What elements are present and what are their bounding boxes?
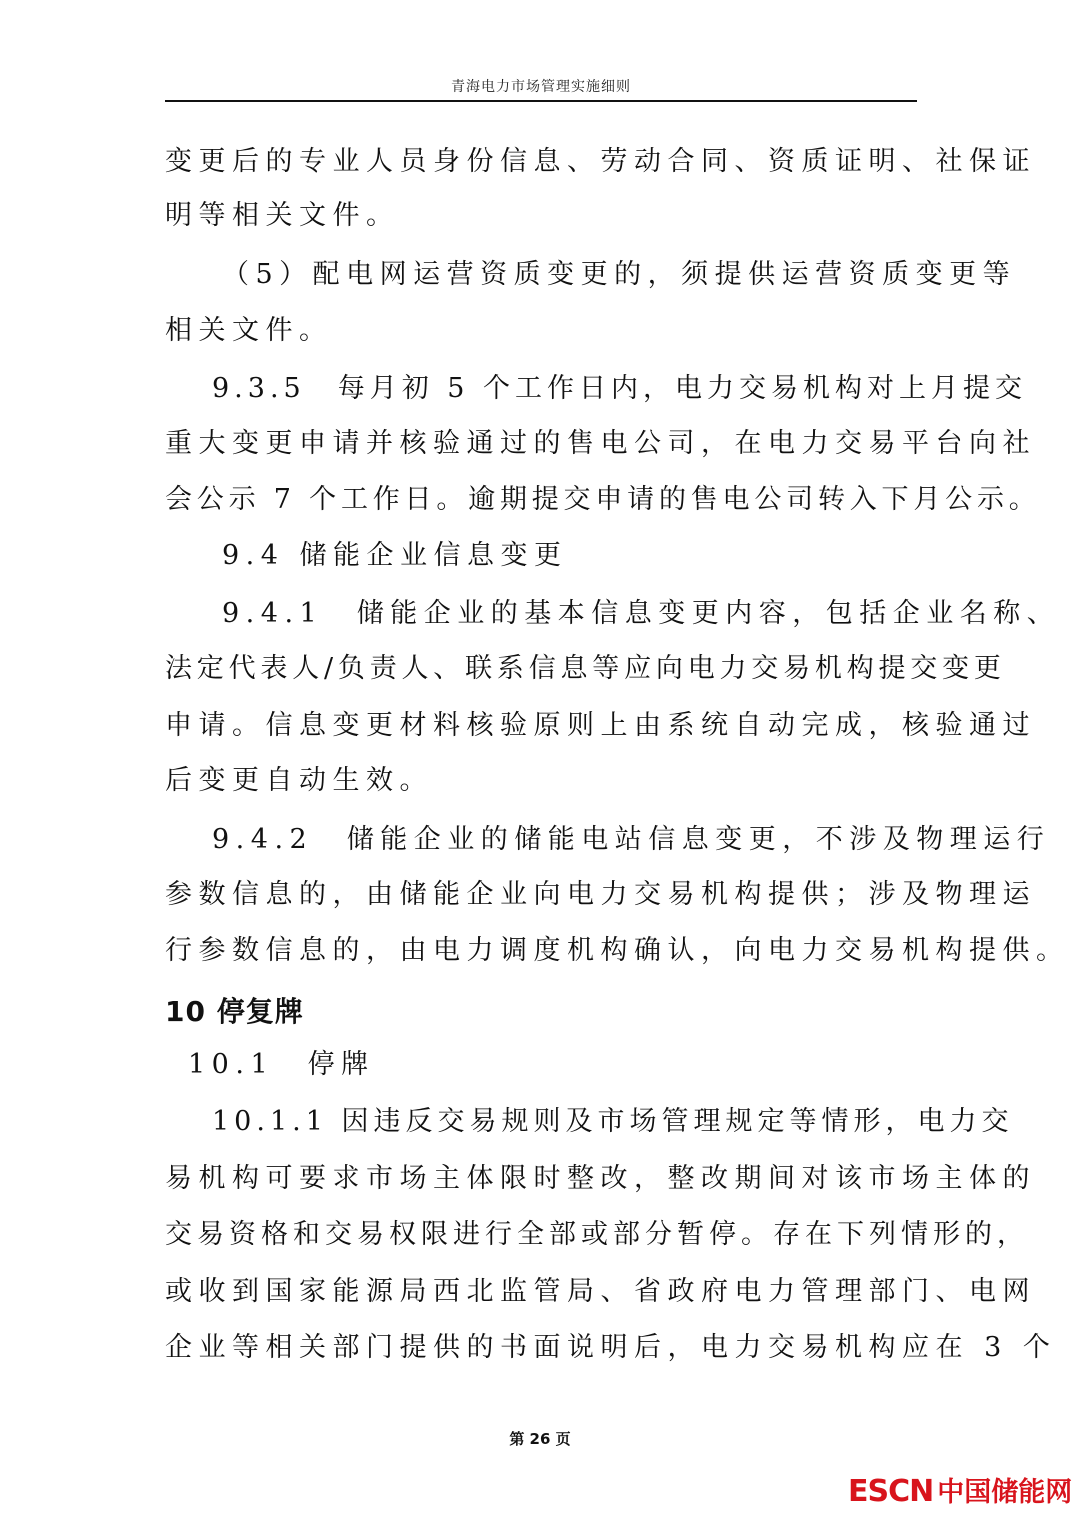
text-line: 企业等相关部门提供的书面说明后，电力交易机构应在 3 个	[165, 1332, 1057, 1363]
text-line: （5）配电网运营资质变更的，须提供运营资质变更等	[222, 259, 1017, 290]
text-line: 相关文件。	[165, 315, 333, 346]
text-line: 交易资格和交易权限进行全部或部分暂停。存在下列情形的，	[165, 1219, 1029, 1250]
text-line: 明等相关文件。	[165, 200, 400, 231]
text-line: 后变更自动生效。	[165, 765, 433, 796]
text-line: 或收到国家能源局西北监管局、省政府电力管理部门、电网	[165, 1276, 1036, 1307]
logo-cn-text: 中国储能网	[937, 1477, 1073, 1508]
running-header: 青海电力市场管理实施细则	[451, 79, 631, 95]
text-line: 10.1.1 因违反交易规则及市场管理规定等情形，电力交	[212, 1106, 1014, 1137]
text-line: 易机构可要求市场主体限时整改，整改期间对该市场主体的	[165, 1163, 1036, 1194]
text-line: 变更后的专业人员身份信息、劳动合同、资质证明、社保证	[165, 146, 1036, 177]
text-line: 9.3.5 每月初 5 个工作日内，电力交易机构对上月提交	[212, 373, 1028, 404]
text-line: 9.4.2 储能企业的储能电站信息变更，不涉及物理运行	[212, 824, 1051, 855]
text-line: 申请。信息变更材料核验原则上由系统自动完成，核验通过	[165, 710, 1036, 741]
page-number: 第 26 页	[509, 1430, 571, 1448]
header-rule	[165, 100, 917, 102]
chapter-heading-10: 10 停复牌	[165, 995, 304, 1028]
section-heading-10-1: 10.1 停牌	[188, 1049, 375, 1080]
text-line: 法定代表人/负责人、联系信息等应向电力交易机构提交变更	[165, 653, 1006, 684]
logo-en-text: ESCN	[848, 1474, 934, 1509]
escn-watermark-logo	[848, 1470, 1072, 1509]
text-line: 重大变更申请并核验通过的售电公司，在电力交易平台向社	[165, 428, 1036, 459]
section-heading-9-4: 9.4 储能企业信息变更	[222, 540, 568, 571]
text-line: 9.4.1 储能企业的基本信息变更内容，包括企业名称、	[222, 598, 1061, 629]
text-line: 会公示 7 个工作日。逾期提交申请的售电公司转入下月公示。	[165, 484, 1041, 515]
text-line: 参数信息的，由储能企业向电力交易机构提供；涉及物理运	[165, 879, 1036, 910]
text-line: 行参数信息的，由电力调度机构确认，向电力交易机构提供。	[165, 935, 1070, 966]
